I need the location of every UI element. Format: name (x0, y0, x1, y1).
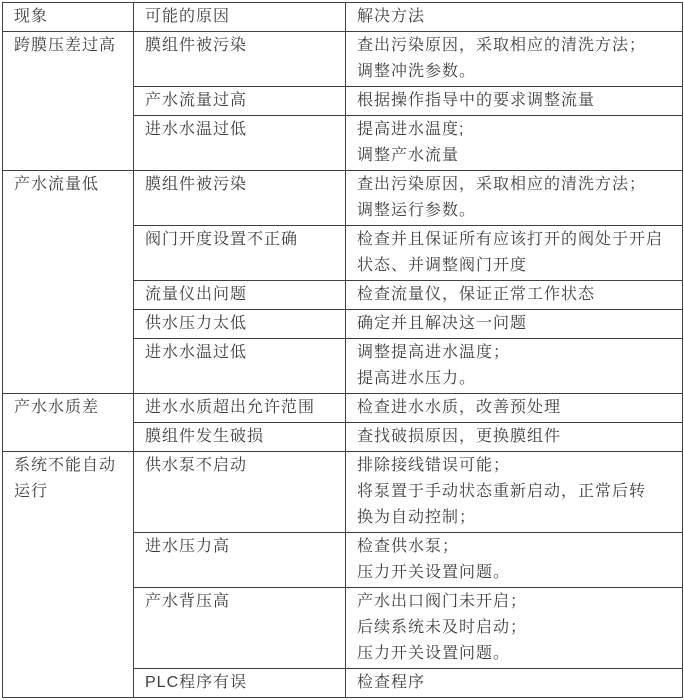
cause-line: PLC程序有误 (145, 674, 248, 691)
cause-cell (134, 226, 346, 281)
solution-line: 调整冲洗参数。 (357, 63, 477, 80)
solution-cell (346, 226, 683, 281)
solution-cell (346, 423, 683, 452)
cause-line: 产水流量过高 (145, 92, 248, 109)
solution-cell (346, 533, 683, 588)
phenomenon-line: 跨膜压差过高 (14, 37, 117, 54)
header-label: 解决方法 (357, 8, 426, 25)
cause-line: 膜组件被污染 (145, 176, 248, 193)
solution-line: 状态、并调整阀门开度 (357, 257, 528, 274)
table-row (3, 452, 683, 533)
phenomenon-cell (3, 171, 134, 394)
solution-line: 检查供水泵； (357, 538, 460, 555)
table-row (3, 32, 683, 87)
cause-cell (134, 171, 346, 226)
cause-cell (134, 281, 346, 310)
phenomenon-line: 运行 (14, 483, 49, 500)
solution-cell (346, 394, 683, 423)
cause-line: 进水水质超出允许范围 (145, 399, 316, 416)
solution-line: 排除接线错误可能； (357, 457, 511, 474)
solution-line: 检查程序 (357, 674, 426, 691)
cause-line: 供水压力太低 (145, 315, 248, 332)
solution-line: 检查并且保证所有应该打开的阀处于开启 (357, 231, 664, 248)
solution-line: 换为自动控制； (357, 509, 477, 526)
cause-cell (134, 423, 346, 452)
cause-line: 产水背压高 (145, 593, 231, 610)
cause-line: 进水水温过低 (145, 344, 248, 361)
table-row (3, 171, 683, 226)
cause-cell (134, 588, 346, 669)
header-solution (346, 3, 683, 32)
solution-line: 确定并且解决这一问题 (357, 315, 528, 332)
cause-cell (134, 394, 346, 423)
solution-line: 将泵置于手动状态重新启动，正常后转 (357, 483, 647, 500)
cause-line: 流量仪出问题 (145, 286, 248, 303)
solution-line: 压力开关设置问题。 (357, 645, 511, 662)
solution-cell (346, 281, 683, 310)
cause-cell (134, 533, 346, 588)
solution-cell (346, 116, 683, 171)
solution-line: 查出污染原因，采取相应的清洗方法； (357, 176, 647, 193)
solution-line: 检查进水水质，改善预处理 (357, 399, 562, 416)
solution-line: 调整提高进水温度； (357, 344, 511, 361)
header-label: 可能的原因 (145, 8, 231, 25)
solution-cell (346, 87, 683, 116)
phenomenon-cell (3, 394, 134, 452)
header-label: 现象 (14, 8, 49, 25)
solution-line: 调整产水流量 (357, 147, 460, 164)
cause-line: 阀门开度设置不正确 (145, 231, 299, 248)
cause-line: 进水水温过低 (145, 121, 248, 138)
header-row (3, 3, 683, 32)
cause-line: 膜组件被污染 (145, 37, 248, 54)
troubleshooting-table (2, 2, 683, 698)
cause-cell (134, 669, 346, 698)
solution-cell (346, 339, 683, 394)
solution-line: 调整运行参数。 (357, 202, 477, 219)
cause-cell (134, 116, 346, 171)
solution-line: 压力开关设置问题。 (357, 564, 511, 581)
phenomenon-line: 系统不能自动 (14, 457, 117, 474)
solution-cell (346, 171, 683, 226)
solution-cell (346, 310, 683, 339)
cause-line: 膜组件发生破损 (145, 428, 265, 445)
table-row (3, 394, 683, 423)
solution-line: 查出污染原因，采取相应的清洗方法； (357, 37, 647, 54)
solution-cell (346, 452, 683, 533)
cause-line: 进水压力高 (145, 538, 231, 555)
solution-line: 后续系统未及时启动； (357, 619, 528, 636)
solution-line: 查找破损原因，更换膜组件 (357, 428, 562, 445)
cause-cell (134, 310, 346, 339)
solution-line: 提高进水温度; (357, 121, 465, 138)
solution-line: 产水出口阀门未开启； (357, 593, 528, 610)
phenomenon-cell (3, 452, 134, 698)
solution-cell (346, 669, 683, 698)
solution-cell (346, 32, 683, 87)
cause-cell (134, 87, 346, 116)
phenomenon-cell (3, 32, 134, 171)
cause-line: 供水泵不启动 (145, 457, 248, 474)
solution-cell (346, 588, 683, 669)
solution-line: 提高进水压力。 (357, 370, 477, 387)
phenomenon-line: 产水流量低 (14, 176, 100, 193)
solution-line: 根据操作指导中的要求调整流量 (357, 92, 596, 109)
header-phenomenon (3, 3, 134, 32)
phenomenon-line: 产水水质差 (14, 399, 100, 416)
cause-cell (134, 339, 346, 394)
solution-line: 检查流量仪，保证正常工作状态 (357, 286, 596, 303)
header-cause (134, 3, 346, 32)
cause-cell (134, 452, 346, 533)
cause-cell (134, 32, 346, 87)
